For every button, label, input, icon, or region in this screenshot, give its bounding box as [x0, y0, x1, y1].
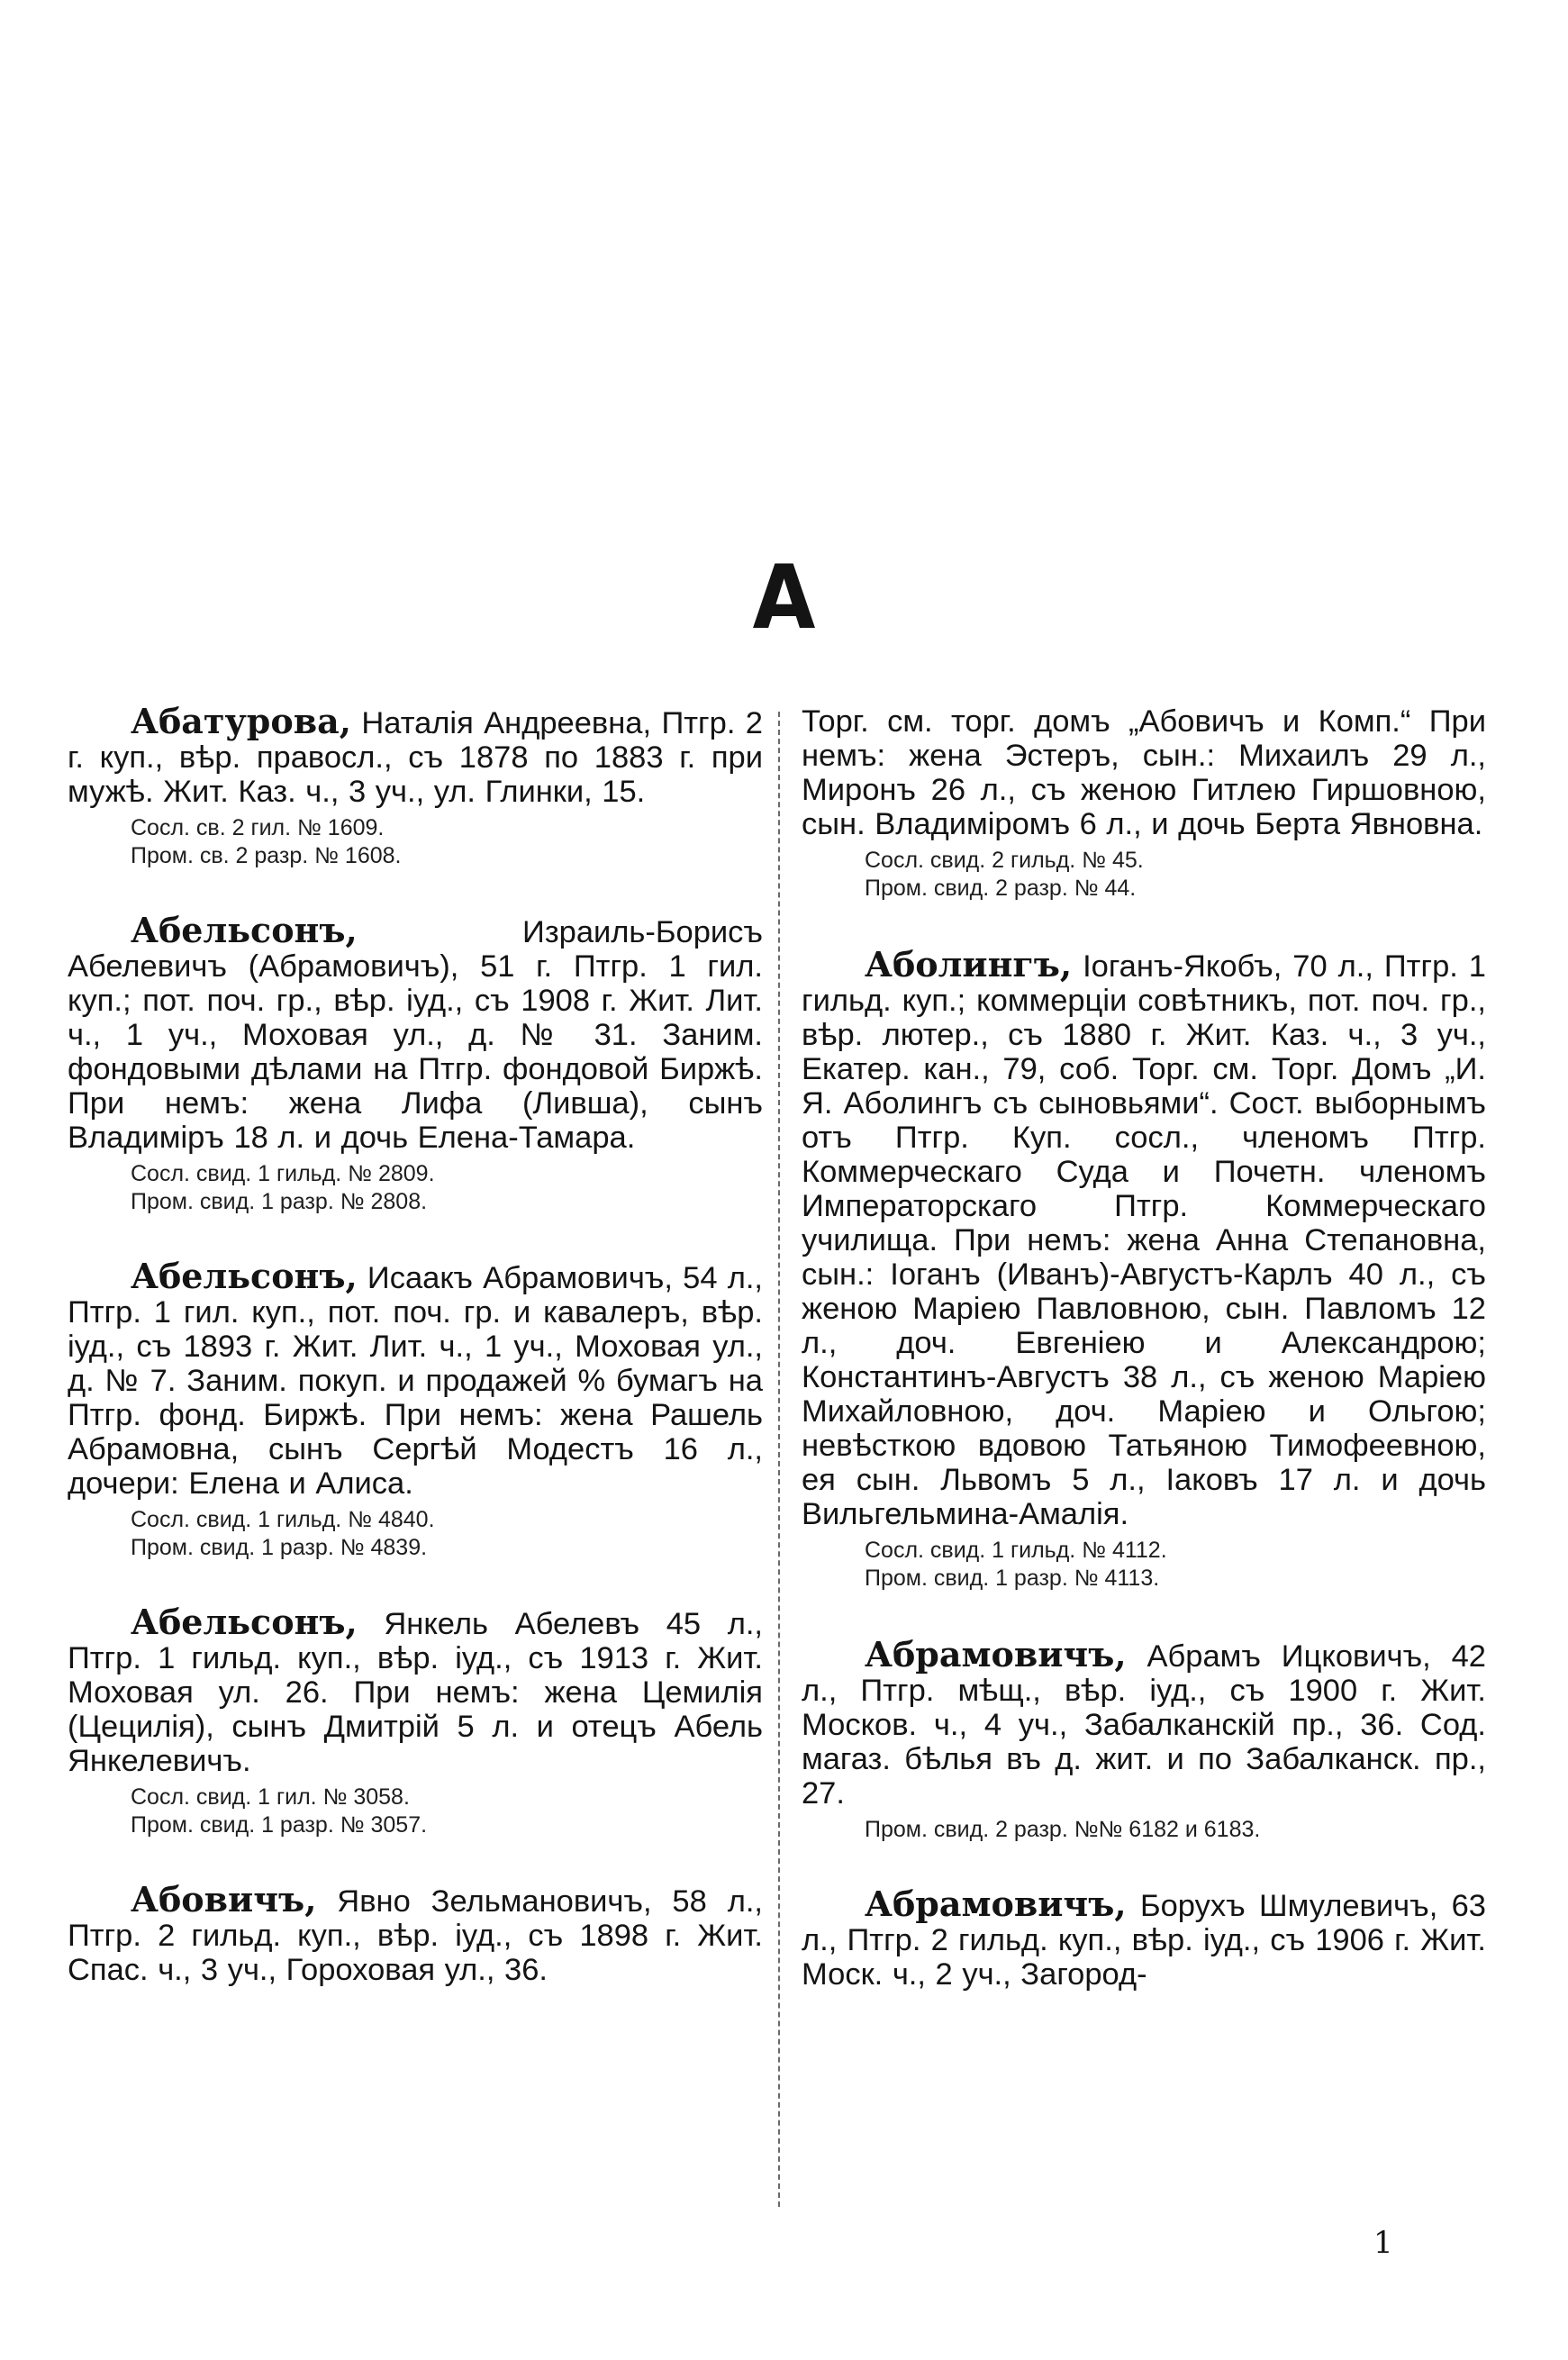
page-number: 1: [1373, 2225, 1393, 2261]
certificate-line: Сосл. свид. 1 гильд. № 4840.: [131, 1507, 435, 1532]
column-divider: [778, 712, 780, 2207]
entry-name: Абрамовичъ,: [865, 1634, 1127, 1675]
entry-name: Абельсонъ,: [131, 1602, 358, 1642]
certificate-line: Сосл. свид. 1 гильд. № 2809.: [131, 1161, 435, 1186]
entry-name: Абатурова,: [131, 701, 351, 741]
entry-details: Наталія Андреевна, Птгр. 2 г. куп., вѣр. правосл., съ 1878 по 1883 г. при мужѣ. Жит. Каз. ч., 3 уч., ул. Глинки, 15.: [68, 706, 763, 809]
directory-entry: [68, 1256, 763, 1562]
entry-continuation: [802, 704, 1486, 903]
certificate-line: Сосл. свид. 1 гил. № 3058.: [131, 1784, 410, 1810]
directory-entry: [68, 910, 763, 1216]
certificate-line: Сосл. свид. 1 гильд. № 4112.: [865, 1538, 1167, 1563]
entry-text: [68, 1256, 763, 1501]
entry-text: [802, 1883, 1486, 1992]
certificate-line: Пром. свид. 1 разр. № 4113.: [865, 1566, 1160, 1591]
entry-text: [68, 1879, 763, 1987]
certificate-line: Пром. свид. 2 разр. № 44.: [865, 876, 1137, 901]
certificate-line: Пром. свид. 1 разр. № 2808.: [131, 1189, 428, 1214]
certificate-line: Сосл. св. 2 гил. № 1609.: [131, 815, 385, 840]
certificate-line: Пром. свид. 1 разр. № 4839.: [131, 1535, 428, 1560]
directory-entry: [802, 1634, 1486, 1844]
entry-name: Абовичъ,: [131, 1879, 317, 1920]
right-column: [802, 704, 1486, 1992]
entry-name: Абельсонъ,: [131, 1256, 358, 1296]
entry-details: Израиль-Борисъ Абелевичъ (Абрамовичъ), 51 г. Птгр. 1 гил. куп.; пот. поч. гр., вѣр. іуд., съ 1908 г. Жит. Лит. ч., 1 уч., Моховая ул., д. № 31. Заним. фондовыми дѣлами на Птгр. фондовой Биржѣ. При немъ: жена Лифа (Ливша), сынъ Владиміръ 18 л. и дочь Елена-Тамара.: [68, 915, 763, 1155]
directory-entry: [68, 1602, 763, 1839]
entry-name: Абрамовичъ,: [865, 1883, 1127, 1924]
certificate-line: Пром. св. 2 разр. № 1608.: [131, 843, 402, 868]
entry-text: [68, 701, 763, 809]
section-letter: А: [752, 547, 816, 649]
entry-details: Борухъ Шмулевичъ, 63 л., Птгр. 2 гильд. куп., вѣр. іуд., съ 1906 г. Жит. Моск. ч., 2 уч., Загород-: [802, 1889, 1486, 1992]
directory-entry: [802, 944, 1486, 1593]
entry-text: [802, 944, 1486, 1531]
certificate-line: Сосл. свид. 2 гильд. № 45.: [865, 848, 1144, 873]
entry-text: [68, 910, 763, 1155]
entry-details: Янкель Абелевъ 45 л., Птгр. 1 гильд. куп., вѣр. іуд., съ 1913 г. Жит. Моховая ул. 26. При немъ: жена Цемилія (Цецилія), сынъ Дмитрій 5 л. и отецъ Абель Янкелевичъ.: [68, 1607, 763, 1778]
certificate-line: Пром. свид. 1 разр. № 3057.: [131, 1812, 428, 1838]
entry-details: Исаакъ Абрамовичъ, 54 л., Птгр. 1 гил. куп., пот. поч. гр. и кавалеръ, вѣр. іуд., съ 1893 г. Жит. Лит. ч., 1 уч., Моховая ул., д. № 7. Заним. покуп. и продажей % бумагъ на Птгр. фонд. Биржѣ. При немъ: жена Рашель Абрамовна, сынъ Сергѣй Модестъ 16 л., дочери: Елена и Алиса.: [68, 1261, 763, 1501]
entry-details: Явно Зельмановичъ, 58 л., Птгр. 2 гильд. куп., вѣр. іуд., съ 1898 г. Жит. Спас. ч., 3 уч., Гороховая ул., 36.: [68, 1884, 763, 1987]
entry-name: Аболингъ,: [865, 944, 1073, 985]
certificate-line: Пром. свид. 2 разр. №№ 6182 и 6183.: [865, 1817, 1261, 1842]
entry-text: [802, 1634, 1486, 1811]
entry-details: Абрамъ Ицковичъ, 42 л., Птгр. мѣщ., вѣр. іуд., съ 1900 г. Жит. Москов. ч., 4 уч., Забалканскій пр., 36. Сод. магаз. бѣлья въ д. жит. и по Забалканск. пр., 27.: [802, 1639, 1486, 1811]
directory-entry: [68, 701, 763, 870]
entry-name: Абельсонъ,: [131, 910, 358, 950]
entry-details: Іоганъ-Якобъ, 70 л., Птгр. 1 гильд. куп.; коммерціи совѣтникъ, пот. поч. гр., вѣр. лютер., съ 1880 г. Жит. Каз. ч., 3 уч., Екатер. кан., 79, соб. Торг. см. Торг. Домъ „И. Я. Аболингъ съ сыновьями“. Сост. выборнымъ отъ Птгр. Куп. сосл., членомъ Птгр. Коммерческаго Суда и Почетн. членомъ Императорскаго Птгр. Коммерческаго училища. При немъ: жена Анна Степановна, сын.: Іоганъ (Иванъ)-Августъ-Карлъ 40 л., съ женою Маріею Павловною, сын. Павломъ 12 л., доч. Евгеніею и Александрою; Константинъ-Августъ 38 л., съ женою Маріею Михайловною, доч. Маріею и Ольгою; невѣсткою вдовою Татьяною Тимофеевною, ея сын. Львомъ 5 л., Іаковъ 17 л. и дочь Вильгельмина-Амалія.: [802, 949, 1486, 1531]
entry-details: Торг. см. торг. домъ „Абовичъ и Комп.“ При немъ: жена Эстеръ, сын.: Михаилъ 29 л., Миронъ 26 л., съ женою Гитлею Гиршовною, сын. Владиміромъ 6 л., и дочь Берта Явновна.: [802, 704, 1486, 841]
directory-entry: [68, 1879, 763, 1987]
directory-entry: [802, 1883, 1486, 1992]
entry-text: [68, 1602, 763, 1778]
left-column: [68, 701, 763, 1987]
